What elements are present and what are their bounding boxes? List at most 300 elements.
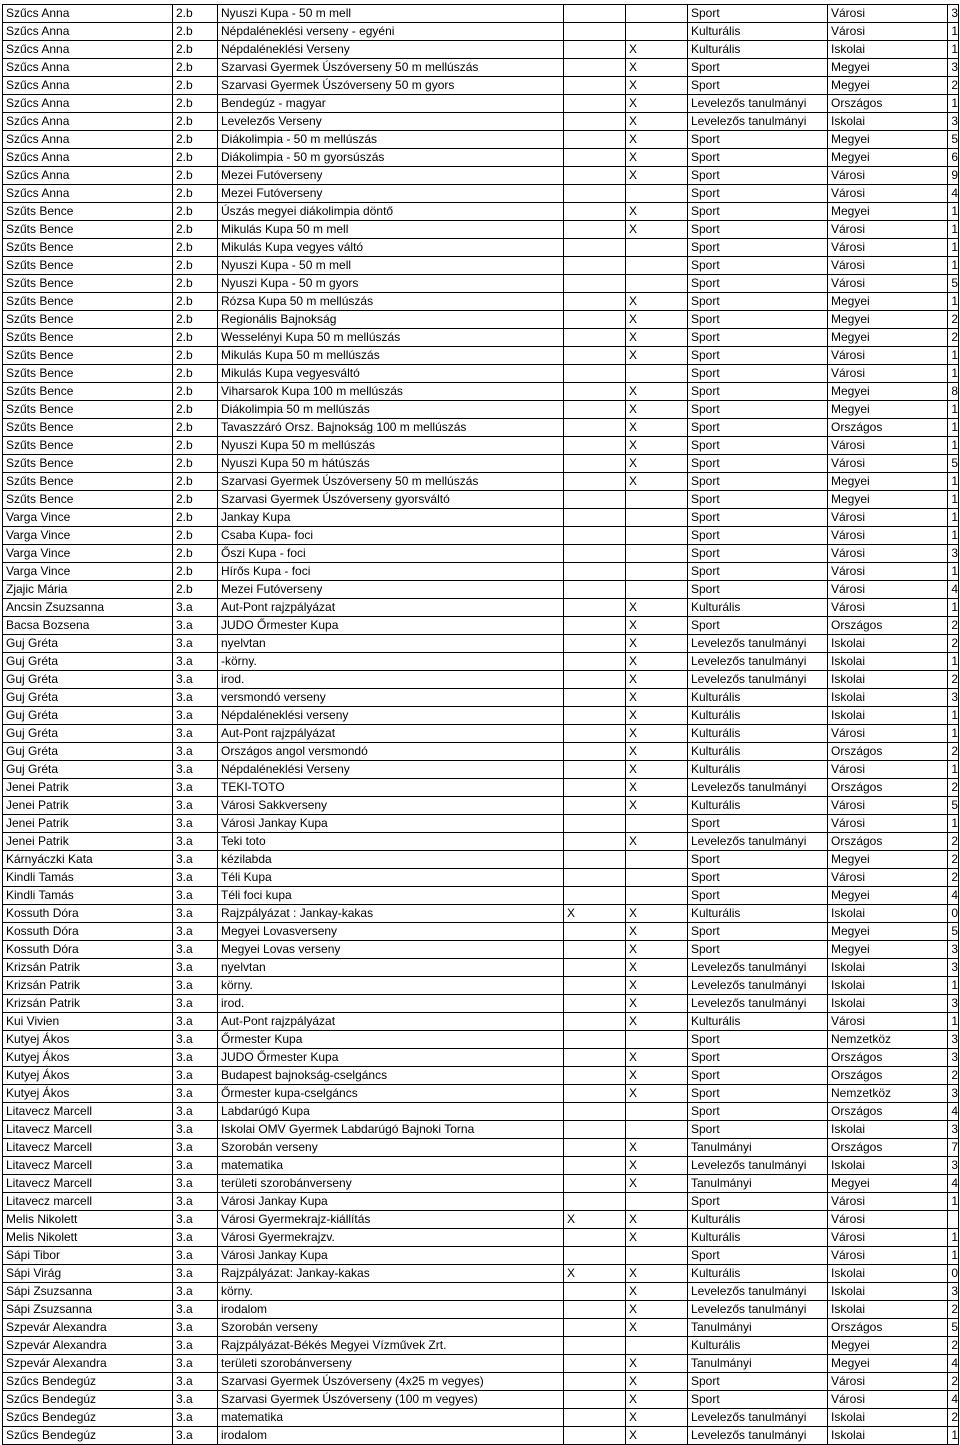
mark2-cell	[626, 527, 688, 545]
level-cell: Országos	[828, 1139, 948, 1157]
student-name-cell: Szűcs Bendegúz	[3, 1391, 173, 1409]
result-cell: 3	[948, 113, 959, 131]
mark1-cell	[564, 1049, 626, 1067]
table-row	[3, 833, 959, 851]
mark1-cell	[564, 1319, 626, 1337]
mark2-cell	[626, 257, 688, 275]
result-cell: 1	[948, 257, 959, 275]
result-cell: 1	[948, 563, 959, 581]
mark2-cell: X	[626, 221, 688, 239]
category-cell: Levelezős tanulmányi	[688, 1283, 828, 1301]
table-row	[3, 707, 959, 725]
mark1-cell	[564, 833, 626, 851]
mark1-cell	[564, 599, 626, 617]
mark1-cell	[564, 869, 626, 887]
mark2-cell	[626, 1247, 688, 1265]
result-cell: 1	[948, 419, 959, 437]
student-name-cell: Szpevár Alexandra	[3, 1337, 173, 1355]
category-cell: Sport	[688, 5, 828, 23]
level-cell: Iskolai	[828, 1427, 948, 1445]
class-cell: 3.a	[173, 851, 218, 869]
mark2-cell: X	[626, 203, 688, 221]
competition-cell: Bendegúz - magyar	[218, 95, 564, 113]
level-cell: Országos	[828, 779, 948, 797]
mark2-cell: X	[626, 653, 688, 671]
table-row	[3, 23, 959, 41]
table-row	[3, 41, 959, 59]
student-name-cell: Kutyej Ákos	[3, 1031, 173, 1049]
competition-cell: nyelvtan	[218, 959, 564, 977]
mark1-cell	[564, 1301, 626, 1319]
class-cell: 2.b	[173, 131, 218, 149]
category-cell: Sport	[688, 1085, 828, 1103]
result-cell: 2	[948, 311, 959, 329]
mark2-cell: X	[626, 923, 688, 941]
table-row	[3, 761, 959, 779]
class-cell: 3.a	[173, 995, 218, 1013]
table-row	[3, 743, 959, 761]
category-cell: Levelezős tanulmányi	[688, 977, 828, 995]
category-cell: Kulturális	[688, 905, 828, 923]
result-cell: 5	[948, 275, 959, 293]
class-cell: 3.a	[173, 1121, 218, 1139]
level-cell: Iskolai	[828, 1157, 948, 1175]
competition-cell: Megyei Lovasverseny	[218, 923, 564, 941]
class-cell: 2.b	[173, 41, 218, 59]
table-row	[3, 1337, 959, 1355]
table-row	[3, 617, 959, 635]
level-cell: Iskolai	[828, 671, 948, 689]
student-name-cell: Szpevár Alexandra	[3, 1319, 173, 1337]
table-row	[3, 419, 959, 437]
category-cell: Sport	[688, 1031, 828, 1049]
table-row	[3, 113, 959, 131]
competition-cell: Szarvasi Gyermek Úszóverseny 50 m gyors	[218, 77, 564, 95]
mark1-cell	[564, 653, 626, 671]
student-name-cell: Szűts Bence	[3, 221, 173, 239]
mark2-cell: X	[626, 1355, 688, 1373]
class-cell: 3.a	[173, 1229, 218, 1247]
category-cell: Sport	[688, 257, 828, 275]
category-cell: Levelezős tanulmányi	[688, 1157, 828, 1175]
mark2-cell	[626, 1121, 688, 1139]
level-cell: Megyei	[828, 293, 948, 311]
competition-cell: Szarvasi Gyermek Úszóverseny 50 m mellúszás	[218, 473, 564, 491]
result-cell: 1	[948, 1229, 959, 1247]
table-row	[3, 77, 959, 95]
competition-cell: Szorobán verseny	[218, 1319, 564, 1337]
class-cell: 2.b	[173, 311, 218, 329]
competition-cell: Megyei Lovas verseny	[218, 941, 564, 959]
competition-cell: irod.	[218, 995, 564, 1013]
student-name-cell: Szűts Bence	[3, 365, 173, 383]
mark2-cell: X	[626, 113, 688, 131]
class-cell: 2.b	[173, 221, 218, 239]
category-cell: Tanulmányi	[688, 1139, 828, 1157]
results-table	[2, 4, 959, 1445]
mark2-cell: X	[626, 707, 688, 725]
mark2-cell: X	[626, 41, 688, 59]
mark1-cell	[564, 1247, 626, 1265]
mark1-cell	[564, 149, 626, 167]
level-cell: Városi	[828, 23, 948, 41]
result-cell: 4	[948, 1391, 959, 1409]
mark1-cell	[564, 257, 626, 275]
class-cell: 3.a	[173, 617, 218, 635]
level-cell: Iskolai	[828, 689, 948, 707]
student-name-cell: Sápi Zsuzsanna	[3, 1283, 173, 1301]
mark1-cell	[564, 1175, 626, 1193]
level-cell: Városi	[828, 563, 948, 581]
category-cell: Kulturális	[688, 689, 828, 707]
result-cell: 2	[948, 1067, 959, 1085]
class-cell: 2.b	[173, 167, 218, 185]
result-cell: 1	[948, 23, 959, 41]
student-name-cell: Szűcs Bendegúz	[3, 1427, 173, 1445]
result-cell: 3	[948, 941, 959, 959]
level-cell: Országos	[828, 95, 948, 113]
level-cell: Megyei	[828, 1337, 948, 1355]
student-name-cell: Varga Vince	[3, 563, 173, 581]
category-cell: Sport	[688, 545, 828, 563]
result-cell: 3	[948, 5, 959, 23]
competition-cell: Téli Kupa	[218, 869, 564, 887]
level-cell: Városi	[828, 275, 948, 293]
category-cell: Kulturális	[688, 23, 828, 41]
competition-cell: Szorobán verseny	[218, 1139, 564, 1157]
competition-cell: Népdaléneklési Verseny	[218, 761, 564, 779]
class-cell: 3.a	[173, 905, 218, 923]
student-name-cell: Szpevár Alexandra	[3, 1355, 173, 1373]
category-cell: Kulturális	[688, 1013, 828, 1031]
class-cell: 3.a	[173, 1211, 218, 1229]
category-cell: Levelezős tanulmányi	[688, 653, 828, 671]
table-row	[3, 1301, 959, 1319]
mark2-cell	[626, 509, 688, 527]
category-cell: Kulturális	[688, 1229, 828, 1247]
competition-cell: Rajzpályázat-Békés Megyei Vízművek Zrt.	[218, 1337, 564, 1355]
result-cell: 3	[948, 959, 959, 977]
level-cell: Iskolai	[828, 1409, 948, 1427]
class-cell: 3.a	[173, 1193, 218, 1211]
class-cell: 3.a	[173, 1373, 218, 1391]
competition-cell: Nyuszi Kupa 50 m hátúszás	[218, 455, 564, 473]
table-row	[3, 779, 959, 797]
table-row	[3, 275, 959, 293]
student-name-cell: Sápi Zsuzsanna	[3, 1301, 173, 1319]
class-cell: 2.b	[173, 239, 218, 257]
mark2-cell: X	[626, 941, 688, 959]
student-name-cell: Litavecz Marcell	[3, 1157, 173, 1175]
mark1-cell	[564, 77, 626, 95]
result-cell: 1	[948, 221, 959, 239]
student-name-cell: Szűcs Anna	[3, 149, 173, 167]
competition-cell: Jankay Kupa	[218, 509, 564, 527]
result-cell: 1	[948, 977, 959, 995]
mark1-cell	[564, 1229, 626, 1247]
student-name-cell: Kutyej Ákos	[3, 1067, 173, 1085]
competition-cell: Diákolimpia - 50 m gyorsúszás	[218, 149, 564, 167]
table-row	[3, 95, 959, 113]
result-cell: 4	[948, 1355, 959, 1373]
table-row	[3, 383, 959, 401]
result-cell: 1	[948, 95, 959, 113]
student-name-cell: Szűcs Anna	[3, 113, 173, 131]
mark2-cell	[626, 581, 688, 599]
class-cell: 3.a	[173, 941, 218, 959]
category-cell: Sport	[688, 1391, 828, 1409]
category-cell: Sport	[688, 1193, 828, 1211]
category-cell: Sport	[688, 59, 828, 77]
student-name-cell: Szűcs Anna	[3, 77, 173, 95]
table-row	[3, 347, 959, 365]
mark2-cell: X	[626, 437, 688, 455]
result-cell: 6	[948, 149, 959, 167]
level-cell: Városi	[828, 455, 948, 473]
result-cell: 2	[948, 77, 959, 95]
mark1-cell	[564, 491, 626, 509]
table-row	[3, 167, 959, 185]
student-name-cell: Litavecz Marcell	[3, 1175, 173, 1193]
competition-cell: -körny.	[218, 653, 564, 671]
mark2-cell	[626, 869, 688, 887]
mark2-cell: X	[626, 1085, 688, 1103]
result-cell: 2	[948, 851, 959, 869]
student-name-cell: Szűcs Bendegúz	[3, 1373, 173, 1391]
competition-cell: Őrmester kupa-cselgáncs	[218, 1085, 564, 1103]
mark2-cell: X	[626, 725, 688, 743]
level-cell: Városi	[828, 347, 948, 365]
mark1-cell	[564, 311, 626, 329]
mark1-cell	[564, 671, 626, 689]
table-row	[3, 527, 959, 545]
level-cell: Városi	[828, 1247, 948, 1265]
result-cell: 3	[948, 1283, 959, 1301]
competition-cell: JUDO Őrmester Kupa	[218, 617, 564, 635]
mark2-cell: X	[626, 1139, 688, 1157]
class-cell: 3.a	[173, 761, 218, 779]
result-cell: 5	[948, 131, 959, 149]
mark1-cell	[564, 977, 626, 995]
mark1-cell	[564, 1121, 626, 1139]
level-cell: Városi	[828, 437, 948, 455]
category-cell: Sport	[688, 221, 828, 239]
competition-cell: matematika	[218, 1409, 564, 1427]
table-row	[3, 1265, 959, 1283]
result-cell: 2	[948, 869, 959, 887]
class-cell: 2.b	[173, 113, 218, 131]
student-name-cell: Sápi Virág	[3, 1265, 173, 1283]
class-cell: 3.a	[173, 707, 218, 725]
level-cell: Iskolai	[828, 1265, 948, 1283]
mark2-cell: X	[626, 383, 688, 401]
table-row	[3, 1067, 959, 1085]
student-name-cell: Melis Nikolett	[3, 1229, 173, 1247]
category-cell: Sport	[688, 887, 828, 905]
competition-cell: körny.	[218, 1283, 564, 1301]
table-row	[3, 221, 959, 239]
table-row	[3, 671, 959, 689]
class-cell: 2.b	[173, 491, 218, 509]
mark2-cell: X	[626, 1013, 688, 1031]
category-cell: Tanulmányi	[688, 1175, 828, 1193]
competition-cell: TEKI-TOTO	[218, 779, 564, 797]
table-row	[3, 1157, 959, 1175]
mark2-cell	[626, 185, 688, 203]
result-cell: 2	[948, 1373, 959, 1391]
result-cell: 2	[948, 329, 959, 347]
competition-cell: Mikulás Kupa 50 m mellúszás	[218, 347, 564, 365]
category-cell: Levelezős tanulmányi	[688, 635, 828, 653]
level-cell: Megyei	[828, 491, 948, 509]
category-cell: Sport	[688, 617, 828, 635]
level-cell: Megyei	[828, 383, 948, 401]
mark2-cell: X	[626, 95, 688, 113]
student-name-cell: Szűcs Anna	[3, 41, 173, 59]
mark1-cell	[564, 437, 626, 455]
student-name-cell: Kárnyáczki Kata	[3, 851, 173, 869]
class-cell: 2.b	[173, 419, 218, 437]
category-cell: Sport	[688, 1103, 828, 1121]
class-cell: 3.a	[173, 1049, 218, 1067]
table-row	[3, 1391, 959, 1409]
mark2-cell: X	[626, 1301, 688, 1319]
mark1-cell	[564, 1013, 626, 1031]
mark1-cell	[564, 95, 626, 113]
category-cell: Sport	[688, 185, 828, 203]
level-cell: Megyei	[828, 311, 948, 329]
level-cell: Városi	[828, 257, 948, 275]
class-cell: 3.a	[173, 1013, 218, 1031]
class-cell: 3.a	[173, 887, 218, 905]
student-name-cell: Guj Gréta	[3, 707, 173, 725]
student-name-cell: Krizsán Patrik	[3, 977, 173, 995]
result-cell: 1	[948, 653, 959, 671]
category-cell: Sport	[688, 491, 828, 509]
result-cell: 0	[948, 1265, 959, 1283]
mark1-cell	[564, 941, 626, 959]
table-row	[3, 59, 959, 77]
result-cell: 1	[948, 437, 959, 455]
student-name-cell: Ancsin Zsuzsanna	[3, 599, 173, 617]
table-row	[3, 1373, 959, 1391]
result-cell: 1	[948, 509, 959, 527]
mark1-cell	[564, 509, 626, 527]
student-name-cell: Szűts Bence	[3, 239, 173, 257]
mark2-cell: X	[626, 149, 688, 167]
competition-cell: Iskolai OMV Gyermek Labdarúgó Bajnoki Torna	[218, 1121, 564, 1139]
category-cell: Kulturális	[688, 725, 828, 743]
mark1-cell: X	[564, 1265, 626, 1283]
class-cell: 2.b	[173, 455, 218, 473]
level-cell: Iskolai	[828, 113, 948, 131]
competition-cell: Népdaléneklési Verseny	[218, 41, 564, 59]
table-row	[3, 455, 959, 473]
mark2-cell: X	[626, 743, 688, 761]
category-cell: Sport	[688, 1067, 828, 1085]
level-cell: Országos	[828, 1067, 948, 1085]
level-cell: Városi	[828, 815, 948, 833]
level-cell: Városi	[828, 761, 948, 779]
competition-cell: Regionális Bajnokság	[218, 311, 564, 329]
category-cell: Sport	[688, 293, 828, 311]
table-row	[3, 203, 959, 221]
mark1-cell	[564, 707, 626, 725]
student-name-cell: Melis Nikolett	[3, 1211, 173, 1229]
competition-cell: Nyuszi Kupa - 50 m gyors	[218, 275, 564, 293]
table-row	[3, 437, 959, 455]
mark2-cell: X	[626, 1049, 688, 1067]
table-row	[3, 509, 959, 527]
student-name-cell: Szűts Bence	[3, 437, 173, 455]
table-row	[3, 1247, 959, 1265]
student-name-cell: Szűts Bence	[3, 473, 173, 491]
mark2-cell: X	[626, 1175, 688, 1193]
level-cell: Városi	[828, 869, 948, 887]
category-cell: Sport	[688, 203, 828, 221]
mark1-cell	[564, 1409, 626, 1427]
level-cell: Városi	[828, 221, 948, 239]
mark2-cell	[626, 1031, 688, 1049]
competition-cell: Mezei Futóverseny	[218, 581, 564, 599]
result-cell: 4	[948, 581, 959, 599]
student-name-cell: Kutyej Ákos	[3, 1085, 173, 1103]
competition-cell: Őrmester Kupa	[218, 1031, 564, 1049]
table-row	[3, 1175, 959, 1193]
competition-cell: Téli foci kupa	[218, 887, 564, 905]
table-row	[3, 401, 959, 419]
mark1-cell	[564, 167, 626, 185]
level-cell: Városi	[828, 5, 948, 23]
student-name-cell: Jenei Patrik	[3, 833, 173, 851]
student-name-cell: Szűcs Anna	[3, 95, 173, 113]
result-cell: 3	[948, 1049, 959, 1067]
category-cell: Sport	[688, 869, 828, 887]
class-cell: 3.a	[173, 959, 218, 977]
competition-cell: Mikulás Kupa 50 m mell	[218, 221, 564, 239]
student-name-cell: Jenei Patrik	[3, 815, 173, 833]
category-cell: Levelezős tanulmányi	[688, 1301, 828, 1319]
mark2-cell: X	[626, 311, 688, 329]
level-cell: Iskolai	[828, 995, 948, 1013]
competition-cell: Mikulás Kupa vegyes váltó	[218, 239, 564, 257]
level-cell: Iskolai	[828, 959, 948, 977]
class-cell: 3.a	[173, 1409, 218, 1427]
mark2-cell	[626, 1337, 688, 1355]
competition-cell: körny.	[218, 977, 564, 995]
table-row	[3, 995, 959, 1013]
result-cell: 1	[948, 1013, 959, 1031]
level-cell: Városi	[828, 545, 948, 563]
mark2-cell: X	[626, 833, 688, 851]
result-cell: 1	[948, 707, 959, 725]
competition-cell: Nyuszi Kupa - 50 m mell	[218, 257, 564, 275]
student-name-cell: Szűts Bence	[3, 455, 173, 473]
competition-cell: Nyuszi Kupa 50 m mellúszás	[218, 437, 564, 455]
mark1-cell	[564, 725, 626, 743]
mark2-cell: X	[626, 1283, 688, 1301]
level-cell: Megyei	[828, 1175, 948, 1193]
student-name-cell: Guj Gréta	[3, 689, 173, 707]
competition-cell: Népdaléneklési verseny	[218, 707, 564, 725]
mark1-cell	[564, 221, 626, 239]
result-cell: 5	[948, 923, 959, 941]
mark2-cell	[626, 23, 688, 41]
mark1-cell	[564, 239, 626, 257]
result-cell: 3	[948, 1157, 959, 1175]
class-cell: 2.b	[173, 293, 218, 311]
competition-cell: Városi Jankay Kupa	[218, 1193, 564, 1211]
